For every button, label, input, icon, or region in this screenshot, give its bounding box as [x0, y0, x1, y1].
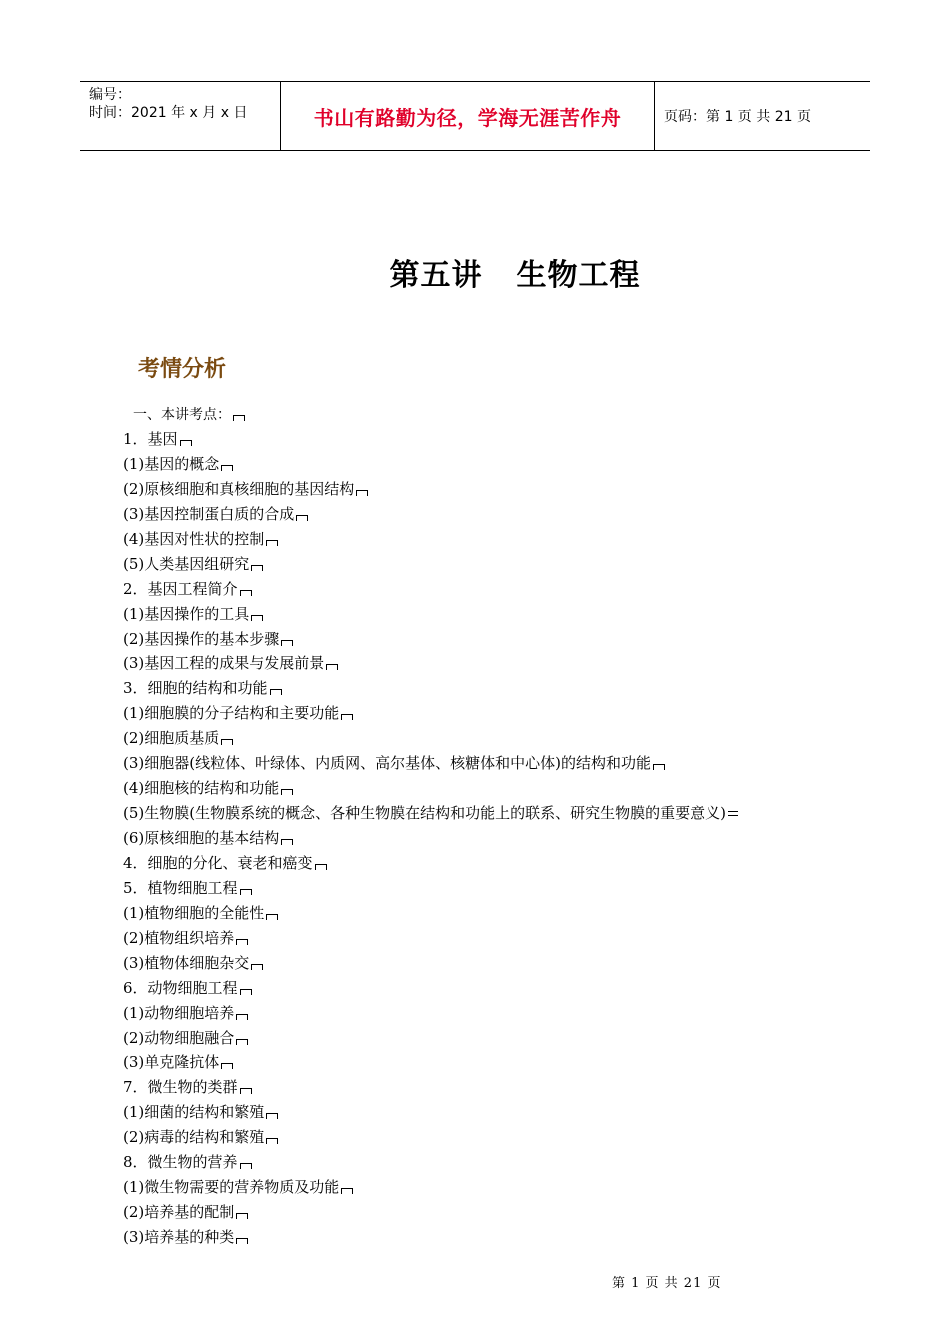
paragraph-mark-icon	[221, 465, 233, 471]
paragraph-mark-icon	[236, 939, 248, 945]
outline-item	[123, 1176, 738, 1201]
header-motto-cell	[281, 82, 655, 150]
outline-item	[123, 1027, 738, 1052]
outline-item-text: (4)基因对性状的控制	[123, 529, 265, 548]
outline-item-text: (5)生物膜(生物膜系统的概念、各种生物膜在结构和功能上的联系、研究生物膜的重要意义)	[123, 804, 726, 823]
outline-item-text: (1)微生物需要的营养物质及功能	[123, 1178, 340, 1197]
outline-item	[123, 553, 738, 578]
outline-item	[123, 927, 738, 952]
outline-item	[123, 827, 738, 852]
paragraph-mark-icon	[251, 964, 263, 970]
paragraph-mark-icon	[341, 714, 353, 720]
paragraph-mark-icon	[653, 764, 665, 770]
outline-item	[123, 1151, 738, 1176]
paragraph-mark-icon	[240, 989, 252, 995]
outline-item	[123, 1226, 738, 1251]
outline-item-text: 2．基因工程简介	[123, 579, 238, 598]
outline-item	[123, 603, 738, 628]
paragraph-mark-icon	[315, 864, 327, 870]
time-label: 时间：2021 年 x 月 x 日	[89, 105, 248, 121]
paragraph-mark-icon	[296, 515, 308, 521]
outline-item	[123, 1101, 738, 1126]
outline-item	[123, 952, 738, 977]
paragraph-mark-icon	[236, 1039, 248, 1045]
outline-item	[123, 1126, 738, 1151]
outline-item-text: (3)细胞器(线粒体、叶绿体、内质网、高尔基体、核糖体和中心体)的结构和功能	[123, 754, 651, 773]
outline-item-text: 6．动物细胞工程	[123, 978, 238, 997]
outline-item-text: (2)植物组织培养	[123, 928, 235, 947]
paragraph-mark-icon	[221, 739, 233, 745]
outline-item-text: 5．植物细胞工程	[123, 878, 238, 897]
outline-item	[123, 702, 738, 727]
paragraph-mark-icon	[266, 1138, 278, 1144]
paragraph-mark-icon	[251, 565, 263, 571]
outline-item	[123, 453, 738, 478]
paragraph-mark-icon	[221, 1063, 233, 1069]
outline-item-text: (1)细胞膜的分子结构和主要功能	[123, 704, 340, 723]
outline-item-text: (1)基因的概念	[123, 454, 220, 473]
outline-item-text: (1)基因操作的工具	[123, 604, 250, 623]
paragraph-mark-icon	[326, 664, 338, 670]
outline-item-text: (2)原核细胞和真核细胞的基因结构	[123, 479, 355, 498]
outline-item	[123, 752, 738, 777]
outline-item-text: (3)培养基的种类	[123, 1228, 235, 1246]
number-label: 编号：	[89, 87, 131, 103]
paragraph-mark-icon	[341, 1188, 353, 1194]
header-table	[80, 81, 870, 151]
outline-item-text: 4．细胞的分化、衰老和癌变	[123, 853, 313, 872]
outline-list	[123, 428, 738, 1251]
points-heading-row	[133, 404, 245, 424]
outline-item-text: (2)细胞质基质	[123, 729, 220, 748]
paragraph-mark-icon	[240, 1088, 252, 1094]
paragraph-mark-icon	[281, 789, 293, 795]
paragraph-mark-icon	[240, 889, 252, 895]
outline-item-text: 8．微生物的营养	[123, 1153, 238, 1172]
outline-item	[123, 802, 738, 827]
outline-item	[123, 677, 738, 702]
paragraph-mark-icon	[236, 1238, 248, 1244]
paragraph-mark-icon	[266, 914, 278, 920]
outline-item-text: 1．基因	[123, 430, 178, 448]
outline-item-text: (3)单克隆抗体	[123, 1053, 220, 1072]
motto-text: 书山有路勤为径，学海无涯苦作舟	[313, 105, 622, 130]
outline-item	[123, 528, 738, 553]
page-title	[0, 250, 950, 294]
outline-item	[123, 877, 738, 902]
outline-item	[123, 852, 738, 877]
points-heading: 一、本讲考点：	[133, 407, 231, 423]
outline-item	[123, 628, 738, 653]
paragraph-mark-icon	[233, 415, 245, 421]
paragraph-mark-icon	[251, 615, 263, 621]
page-info: 页码：第 1 页 共 21 页	[664, 109, 811, 125]
outline-item-text: (3)植物体细胞杂交	[123, 953, 250, 972]
outline-item	[123, 478, 738, 503]
outline-item	[123, 727, 738, 752]
section-heading: 考情分析	[138, 357, 227, 382]
paragraph-mark-icon	[236, 1014, 248, 1020]
header-meta-cell	[80, 82, 281, 150]
title-part1: 第五讲	[389, 258, 483, 293]
paragraph-mark-icon	[236, 1213, 248, 1219]
title-part2: 生物工程	[516, 258, 641, 293]
outline-item-text: (3)基因控制蛋白质的合成	[123, 504, 295, 523]
outline-item-text: 3．细胞的结构和功能	[123, 679, 268, 698]
outline-item-text: (2)动物细胞融合	[123, 1028, 235, 1047]
outline-item	[123, 777, 738, 802]
outline-item-text: (2)培养基的配制	[123, 1203, 235, 1222]
paragraph-mark-icon	[281, 839, 293, 845]
outline-item	[123, 1201, 738, 1226]
paragraph-mark-icon	[281, 640, 293, 646]
outline-item-text: (2)病毒的结构和繁殖	[123, 1128, 265, 1147]
outline-item-text: (3)基因工程的成果与发展前景	[123, 654, 325, 673]
paragraph-mark-icon	[728, 811, 738, 816]
outline-item	[123, 503, 738, 528]
outline-item	[123, 1002, 738, 1027]
outline-item	[123, 428, 738, 453]
paragraph-mark-icon	[270, 689, 282, 695]
paragraph-mark-icon	[356, 490, 368, 496]
outline-item	[123, 578, 738, 603]
outline-item	[123, 652, 738, 677]
paragraph-mark-icon	[240, 590, 252, 596]
outline-item-text: (1)动物细胞培养	[123, 1003, 235, 1022]
paragraph-mark-icon	[266, 540, 278, 546]
paragraph-mark-icon	[180, 440, 192, 446]
outline-item-text: 7．微生物的类群	[123, 1078, 238, 1097]
outline-item-text: (5)人类基因组研究	[123, 554, 250, 573]
outline-item-text: (1)细菌的结构和繁殖	[123, 1103, 265, 1122]
outline-item-text: (4)细胞核的结构和功能	[123, 779, 280, 798]
outline-item	[123, 1076, 738, 1101]
outline-item-text: (2)基因操作的基本步骤	[123, 629, 280, 648]
paragraph-mark-icon	[240, 1163, 252, 1169]
page-footer: 第 1 页 共 21 页	[612, 1276, 722, 1291]
outline-item-text: (6)原核细胞的基本结构	[123, 829, 280, 847]
paragraph-mark-icon	[266, 1113, 278, 1119]
header-page-cell	[655, 82, 870, 150]
outline-item	[123, 977, 738, 1002]
outline-item-text: (1)植物细胞的全能性	[123, 903, 265, 922]
outline-item	[123, 1051, 738, 1076]
outline-item	[123, 902, 738, 927]
